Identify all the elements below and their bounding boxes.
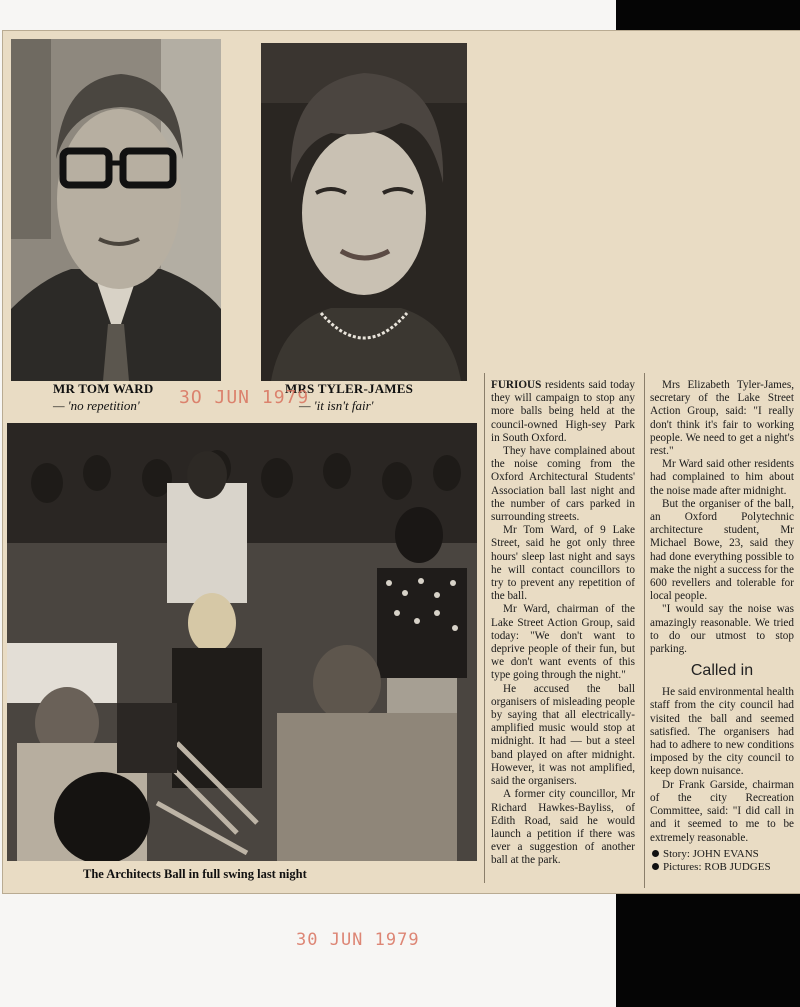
subheading: Called in [690, 662, 754, 680]
paragraph: Dr Frank Garside, chairman of the city Recreation Committee, said: "I did call in and it seemed to me to be extremely reasonable. [650, 778, 794, 844]
paragraph: Mrs Elizabeth Tyler-James, secretary of the Lake Street Action Group, said: "I really don't think it's fair to working people. We need to get a night's rest." [650, 379, 794, 458]
lead-paragraph: residents said today they will campaign to stop any more balls being held at the council-owned High-sey Park in South Oxford. [491, 379, 635, 444]
credits [650, 848, 794, 874]
caption-quote-tyler-james: — 'it isn't fair' [299, 398, 374, 413]
crowd-photo-caption: The Architects Ball in full swing last night [83, 867, 307, 881]
paragraph: Mr Tom Ward, of 9 Lake Street, said he got only three hours' sleep last night and says he will contact councillors to try to prevent any repetition of the ball. [491, 524, 635, 603]
bullet-icon [652, 850, 659, 857]
article-column-2 [650, 379, 794, 874]
caption-name-tyler-james: MRS TYLER-JAMES [285, 381, 414, 396]
credit-pictures: Pictures: ROB JUDGES [663, 860, 771, 873]
article-column-1 [491, 379, 635, 868]
date-stamp-archive: 30 JUN 1979 [296, 930, 420, 950]
date-stamp-clipping: 3O JUN 1979 [179, 387, 310, 408]
photo-architects-ball [7, 423, 477, 861]
portrait-tom-ward [11, 39, 221, 381]
paragraph: But the organiser of the ball, an Oxford Polytechnic architecture student, Mr Michael Bowe, 23, said they had done everything possible to make the night a success for the 600 revellers and tolerable for local people. [650, 497, 794, 603]
paragraph: A former city councillor, Mr Richard Hawkes-Bayliss, of Edith Road, said he would launch a petition if there was ever a suggestion of another ball at the park. [491, 788, 635, 867]
column-rule-2 [644, 373, 645, 888]
paragraph: Mr Ward said other residents had complained to him about the noise made after midnight. [650, 458, 794, 497]
paragraph: He said environmental health staff from the city council had visited the ball and seemed satisfied. The organisers had had to adhere to new conditions imposed by the city council to keep down nuisance. [650, 686, 794, 778]
caption-name-ward: MR TOM WARD [53, 381, 154, 396]
credit-pictures-line [650, 861, 794, 874]
caption-quote-ward: — 'no repetition' [53, 398, 140, 413]
portrait-tyler-james [261, 43, 467, 381]
paragraph: "I would say the noise was amazingly reasonable. We tried to do our utmost to stop parking. [650, 603, 794, 656]
paragraph: He accused the ball organisers of misleading people by saying that all electrically-amplified music would stop at midnight. It had — but a steel band played on after midnight. However, it was not amplified, said the organisers. [491, 682, 635, 788]
column-rule [484, 373, 485, 883]
bullet-icon [652, 863, 659, 870]
credit-story-line [650, 848, 794, 861]
lead-word: FURIOUS [491, 379, 542, 391]
credit-story: Story: JOHN EVANS [663, 847, 759, 860]
paragraph: Mr Ward, chairman of the Lake Street Action Group, said today: "We don't want to deprive people of their fun, but we don't want events of this type going through the night." [491, 603, 635, 682]
paragraph: They have complained about the noise coming from the Oxford Architectural Students' Association ball last night and the number of cars parked in surrounding streets. [491, 445, 635, 524]
newspaper-clipping [2, 30, 800, 894]
